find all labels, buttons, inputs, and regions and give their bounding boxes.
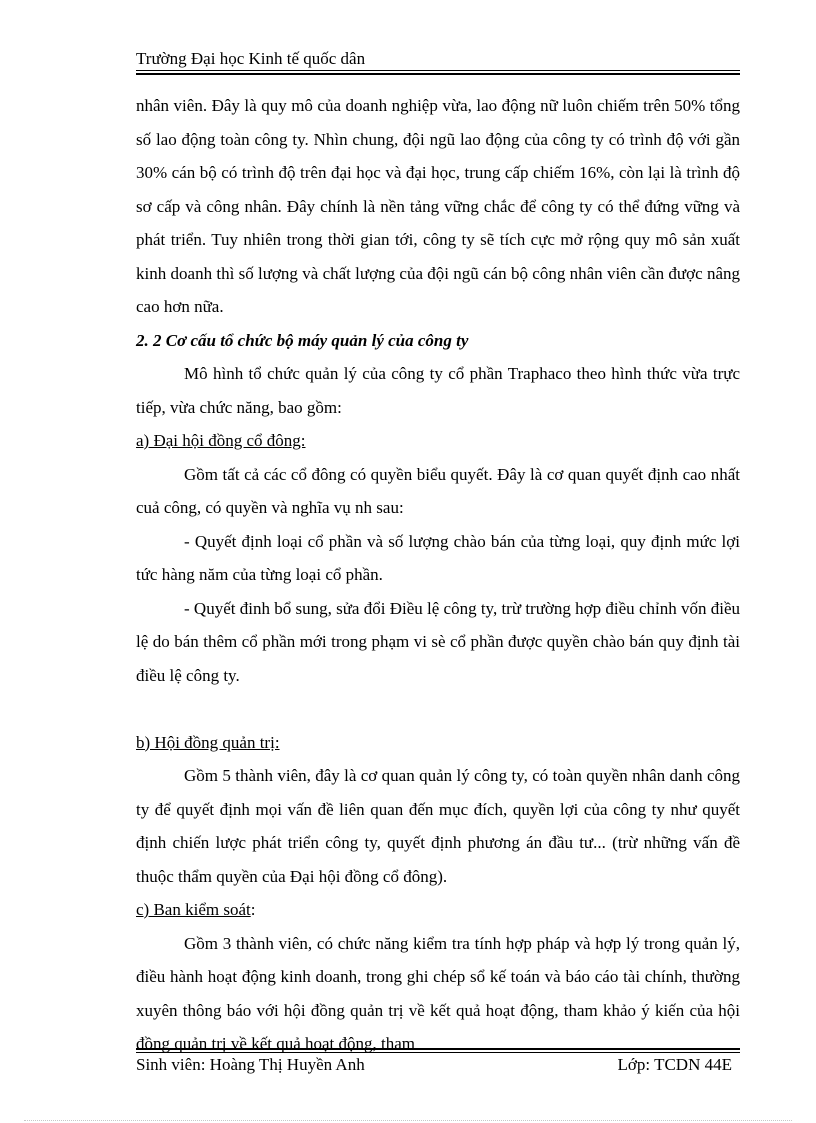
- footer-student-name: Sinh viên: Hoàng Thị Huyền Anh: [136, 1055, 365, 1074]
- header-rule-thin: [136, 70, 740, 71]
- footer-rule-thick: [136, 1048, 740, 1050]
- footer-rule-thin: [136, 1052, 740, 1053]
- paragraph-a-item-1: - Quyết định loại cổ phần và số lượng chào bán của từng loại, quy định mức lợi tức hàng năm của từng loại cổ phần.: [136, 531, 740, 584]
- blank-line: [136, 692, 740, 726]
- body-content: [136, 89, 740, 1061]
- subheading-b-text: b) Hội đồng quản trị:: [136, 732, 280, 752]
- subheading-a-text: a) Đại hội đồng cổ đông:: [136, 431, 306, 450]
- subheading-c: [136, 893, 740, 927]
- subheading-b: [136, 726, 740, 760]
- subheading-c-text: c) Ban kiểm soát: [136, 900, 251, 919]
- section-heading: 2. 2 Cơ cấu tổ chức bộ máy quản lý của công ty: [136, 330, 469, 350]
- header-rule-thick: [136, 73, 740, 75]
- paragraph-b: Gồm 5 thành viên, đây là cơ quan quản lý công ty, có toàn quyền nhân danh công ty để quyết định mọi vấn đề liên quan đến mục đích, quyền lợi của công ty như quyết định chiến lược phát triển công ty, quyết định phương án đầu tư... (trừ những vấn đề thuộc thẩm quyền của Đại hội đồng cổ đông).: [136, 766, 740, 886]
- subheading-a: [136, 424, 740, 458]
- page-edge-divider: [24, 1120, 792, 1121]
- paragraph-a-item-2: - Quyết đinh bổ sung, sửa đổi Điều lệ công ty, trừ trường hợp điều chỉnh vốn điều lệ do bán thêm cổ phần mới trong phạm vi sè cổ phần được quyền chào bán quy định tài điều lệ công ty.: [136, 598, 740, 685]
- paragraph-a-intro: Gồm tất cả các cổ đông có quyền biểu quyết. Đây là cơ quan quyết định cao nhất cuả công, có quyền và nghĩa vụ nh sau:: [136, 464, 740, 517]
- footer-class: Lớp: TCDN 44E: [617, 1055, 732, 1074]
- subheading-c-colon: :: [250, 900, 256, 919]
- section-intro: Mô hình tổ chức quản lý của công ty cổ phần Traphaco theo hình thức vừa trực tiếp, vừa chức năng, bao gồm:: [136, 364, 740, 417]
- paragraph-continuation: nhân viên. Đây là quy mô của doanh nghiệp vừa, lao động nữ luôn chiếm trên 50% tổng số lao động toàn công ty. Nhìn chung, đội ngũ lao động của công ty có trình độ với gần 30% cán bộ có trình độ trên đại học và đại học, trung cấp chiếm 16%, còn lại là trình độ sơ cấp và công nhân. Đây chính là nền tảng vững chắc để công ty có thể đứng vững và phát triển. Tuy nhiên trong thời gian tới, công ty sẽ tích cực mở rộng quy mô sản xuất kinh doanh thì số lượng và chất lượng của đội ngũ cán bộ công nhân viên cần được nâng cao hơn nữa.: [136, 96, 740, 316]
- page-header-title: Trường Đại học Kinh tế quốc dân: [136, 49, 366, 68]
- paragraph-c: Gồm 3 thành viên, có chức năng kiểm tra tính hợp pháp và hợp lý trong quản lý, điều hành hoạt động kinh doanh, trong ghi chép sổ kế toán và báo cáo tài chính, thường xuyên thông báo với hội đồng quản trị về kết quả hoạt động, tham khảo ý kiến của hội đồng quản trị về kết quả hoạt động, tham: [136, 933, 740, 1053]
